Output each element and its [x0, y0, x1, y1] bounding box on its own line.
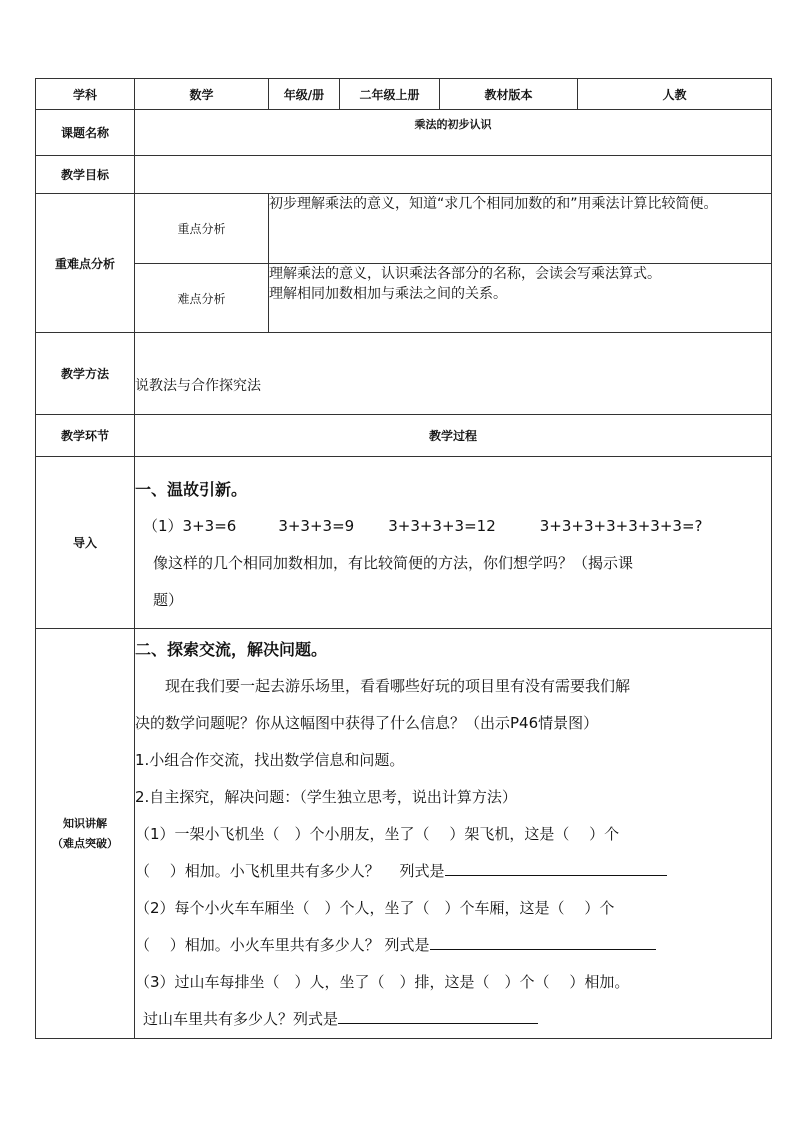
intro-label: 导入 [36, 457, 135, 629]
method-row [36, 333, 772, 415]
key-points-label: 重难点分析 [36, 194, 135, 333]
method-value: 说教法与合作探究法 [135, 333, 772, 415]
edition-value: 人教 [578, 79, 772, 110]
knowledge-label-line-2: （难点突破） [52, 836, 118, 850]
grade-label: 年级/册 [269, 79, 340, 110]
knowledge-content [135, 629, 772, 1039]
header-row [36, 79, 772, 110]
lesson-plan-table [35, 78, 772, 1039]
intro-line-2: 像这样的几个相同加数相加，有比较简便的方法，你们想学吗？（揭示课 [153, 553, 634, 572]
answer-blank-1[interactable] [445, 874, 667, 876]
process-label: 教学环节 [36, 415, 135, 457]
focus-row [36, 194, 772, 264]
difficulty-label: 难点分析 [135, 264, 269, 333]
question-2-line-2: （ ）相加。小火车里共有多少人？ 列式是 [135, 927, 771, 964]
knowledge-step-1: 1.小组合作交流，找出数学信息和问题。 [135, 751, 405, 769]
intro-eq-3: 3+3+3+3=12 [388, 516, 496, 535]
question-1-line-1: （1）一架小飞机坐（ ）个小朋友，坐了（ ）架飞机，这是（ ）个 [135, 825, 620, 843]
knowledge-label-line-1: 知识讲解 [63, 816, 107, 830]
lesson-title-label: 课题名称 [36, 110, 135, 156]
lesson-title-row [36, 110, 772, 156]
knowledge-step-2: 2.自主探究，解决问题：（学生独立思考，说出计算方法） [135, 788, 517, 806]
knowledge-row [36, 629, 772, 1039]
process-value: 教学过程 [135, 415, 772, 457]
subject-label: 学科 [36, 79, 135, 110]
knowledge-para-1-line-2: 决的数学问题呢？你从这幅图中获得了什么信息？（出示P46情景图） [135, 714, 599, 732]
answer-blank-2[interactable] [430, 948, 656, 950]
intro-equations [135, 508, 771, 545]
intro-eq-2: 3+3+3=9 [278, 516, 355, 535]
answer-blank-3[interactable] [338, 1022, 538, 1024]
knowledge-para-1-line-1: 现在我们要一起去游乐场里，看看哪些好玩的项目里有没有需要我们解 [165, 677, 631, 695]
lesson-title-value: 乘法的初步认识 [135, 110, 772, 156]
intro-eq-1: （1）3+3=6 [143, 516, 237, 535]
question-2-line-1: （2）每个小火车车厢坐（ ）个人，坐了（ ）个车厢，这是（ ）个 [135, 899, 615, 917]
intro-heading: 一、温故引新。 [135, 479, 248, 499]
focus-text: 初步理解乘法的意义，知道“求几个相同加数的和”用乘法计算比较简便。 [269, 194, 772, 264]
question-1-line-2: （ ）相加。小飞机里共有多少人？ 列式是 [135, 853, 771, 890]
difficulty-text [269, 264, 772, 333]
knowledge-heading: 二、探索交流，解决问题。 [135, 640, 328, 659]
question-3-line-2: 过山车里共有多少人？列式是 [135, 1001, 771, 1038]
method-label: 教学方法 [36, 333, 135, 415]
objectives-value [135, 156, 772, 194]
objectives-label: 教学目标 [36, 156, 135, 194]
difficulty-line-2: 理解相同加数相加与乘法之间的关系。 [269, 286, 507, 302]
grade-value: 二年级上册 [340, 79, 440, 110]
objectives-row [36, 156, 772, 194]
difficulty-row [36, 264, 772, 333]
difficulty-line-1: 理解乘法的意义，认识乘法各部分的名称，会读会写乘法算式。 [269, 266, 661, 282]
intro-row [36, 457, 772, 629]
question-3-line-1: （3）过山车每排坐（ ）人，坐了（ ）排，这是（ ）个（ ）相加。 [135, 973, 630, 991]
intro-content [135, 457, 772, 629]
intro-eq-4: 3+3+3+3+3+3+3=? [539, 516, 703, 535]
focus-label: 重点分析 [135, 194, 269, 264]
process-header-row [36, 415, 772, 457]
intro-line-3: 题） [153, 590, 184, 609]
subject-value: 数学 [135, 79, 269, 110]
edition-label: 教材版本 [440, 79, 578, 110]
knowledge-label [36, 629, 135, 1039]
